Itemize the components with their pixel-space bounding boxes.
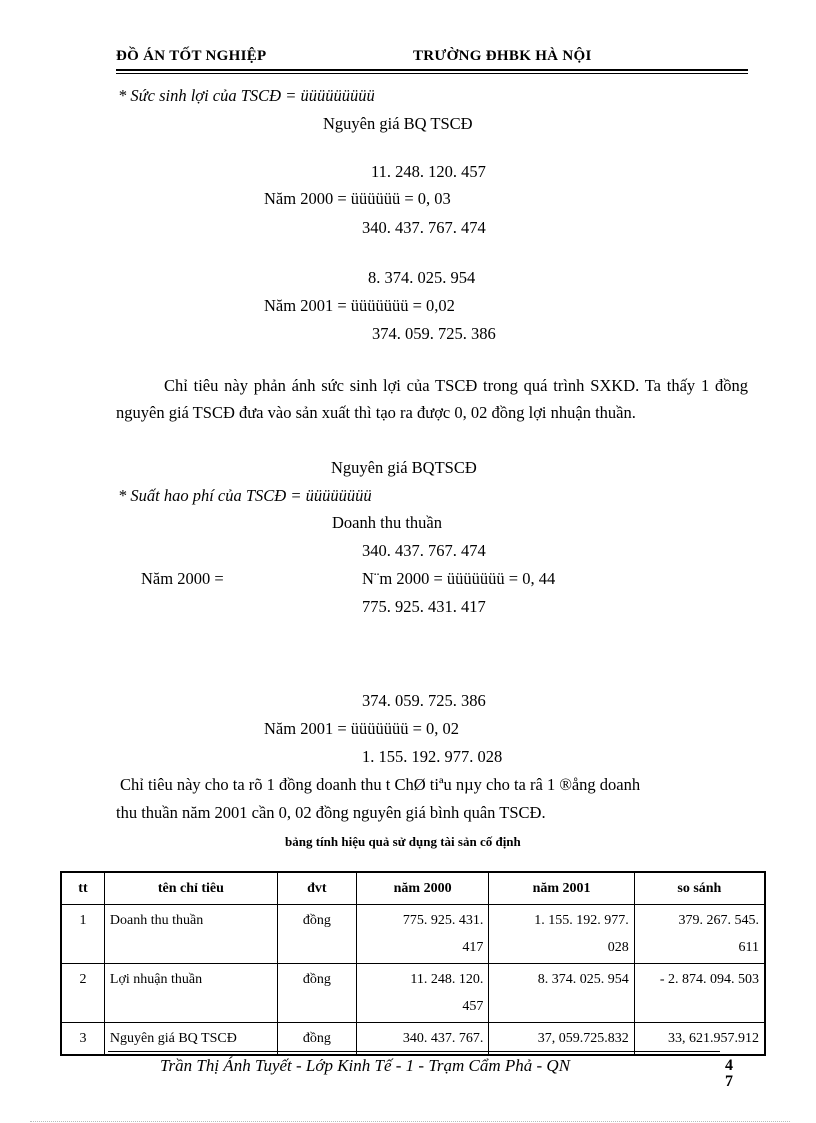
footer-rule (108, 1051, 720, 1052)
col-header-compare: so sánh (634, 872, 765, 905)
section2-formula-label: * Suất hao phí của TSCĐ = üüüüüüüü (118, 486, 372, 505)
col-header-2000: năm 2000 (356, 872, 489, 905)
cell-2001: 8. 374. 025. 954 (489, 964, 634, 1023)
col-header-2001: năm 2001 (489, 872, 634, 905)
table-header-row (61, 872, 765, 905)
table-row (61, 964, 765, 1023)
cell-2001: 37, 059.725.832 (489, 1023, 634, 1056)
paragraph-2-line-2: thu thuần năm 2001 cần 0, 02 đồng nguyên giá bình quân TSCĐ. (116, 803, 546, 822)
section2-denominator-label: Doanh thu thuần (332, 513, 442, 532)
cell-tt: 3 (61, 1023, 104, 1056)
cell-2000: 340. 437. 767. (356, 1023, 489, 1056)
section1-2001-equation: Năm 2001 = üüüüüüü = 0,02 (264, 296, 455, 315)
section2-2001-denominator: 1. 155. 192. 977. 028 (362, 747, 503, 766)
section2-2000-left-label: Năm 2000 = (141, 569, 224, 588)
section2-2001-numerator: 374. 059. 725. 386 (362, 691, 486, 710)
section2-2000-denominator: 775. 925. 431. 417 (362, 597, 486, 616)
paragraph-1: Chỉ tiêu này phản ánh sức sinh lợi của TSCĐ trong quá trình SXKD. Ta thấy 1 đồng nguyên giá TSCĐ đưa vào sản xuất thì tạo ra được 0, 02 đồng lợi nhuận thuần. (116, 376, 748, 422)
section1-denominator-label: Nguyên giá BQ TSCĐ (323, 114, 473, 133)
col-header-tt: tt (61, 872, 104, 905)
section1-2000-equation: Năm 2000 = üüüüüü = 0, 03 (264, 189, 451, 208)
cell-compare: - 2. 874. 094. 503 (634, 964, 765, 1023)
cell-2000: 775. 925. 431. 417 (356, 905, 489, 964)
section1-2001-denominator: 374. 059. 725. 386 (372, 324, 496, 343)
bottom-dotted-line (30, 1121, 790, 1122)
col-header-name: tên chỉ tiêu (104, 872, 277, 905)
header-rule-thin (116, 73, 748, 74)
section2-2001-equation: Năm 2001 = üüüüüüü = 0, 02 (264, 719, 460, 738)
cell-unit: đồng (277, 905, 356, 964)
cell-unit: đồng (277, 1023, 356, 1056)
cell-tt: 2 (61, 964, 104, 1023)
table-row (61, 905, 765, 964)
cell-name: Nguyên giá BQ TSCĐ (104, 1023, 277, 1056)
cell-2001: 1. 155. 192. 977. 028 (489, 905, 634, 964)
page-digit-2: 7 (725, 1073, 733, 1090)
section2-2000-numerator: 340. 437. 767. 474 (362, 541, 486, 560)
col-header-unit: đvt (277, 872, 356, 905)
section1-2000-numerator: 11. 248. 120. 457 (371, 162, 486, 181)
page-number (722, 1058, 736, 1090)
cell-name: Lợi nhuận thuần (104, 964, 277, 1023)
section1-formula-label: * Sức sinh lợi của TSCĐ = üüüüüüüüü (118, 86, 375, 105)
cell-name: Doanh thu thuần (104, 905, 277, 964)
cell-unit: đồng (277, 964, 356, 1023)
header-right: TRƯỜNG ĐHBK HÀ NỘI (413, 48, 592, 64)
header-rule-thick (116, 69, 748, 71)
page-digit-1: 4 (725, 1057, 733, 1074)
section2-numerator-label: Nguyên giá BQTSCĐ (331, 458, 477, 477)
table-caption: bảng tính hiệu quả sử dụng tài sản cố định (285, 834, 521, 849)
header-left: ĐỒ ÁN TỐT NGHIỆP (116, 48, 267, 64)
footer-text: Trần Thị Ánh Tuyết - Lớp Kinh Tế - 1 - Trạm Cẩm Phả - QN (160, 1056, 571, 1075)
paragraph-2-line-1: Chỉ tiêu này cho ta rõ 1 đồng doanh thu t ChØ tiªu nµy cho ta râ 1 ®ång doanh (120, 775, 641, 794)
section1-2000-denominator: 340. 437. 767. 474 (362, 218, 486, 237)
cell-2000: 11. 248. 120. 457 (356, 964, 489, 1023)
cell-tt: 1 (61, 905, 104, 964)
section2-2000-equation: N¨m 2000 = üüüüüüü = 0, 44 (362, 569, 556, 588)
section1-2001-numerator: 8. 374. 025. 954 (368, 268, 476, 287)
cell-compare: 379. 267. 545. 611 (634, 905, 765, 964)
cell-compare: 33, 621.957.912 (634, 1023, 765, 1056)
efficiency-table (60, 871, 766, 1056)
